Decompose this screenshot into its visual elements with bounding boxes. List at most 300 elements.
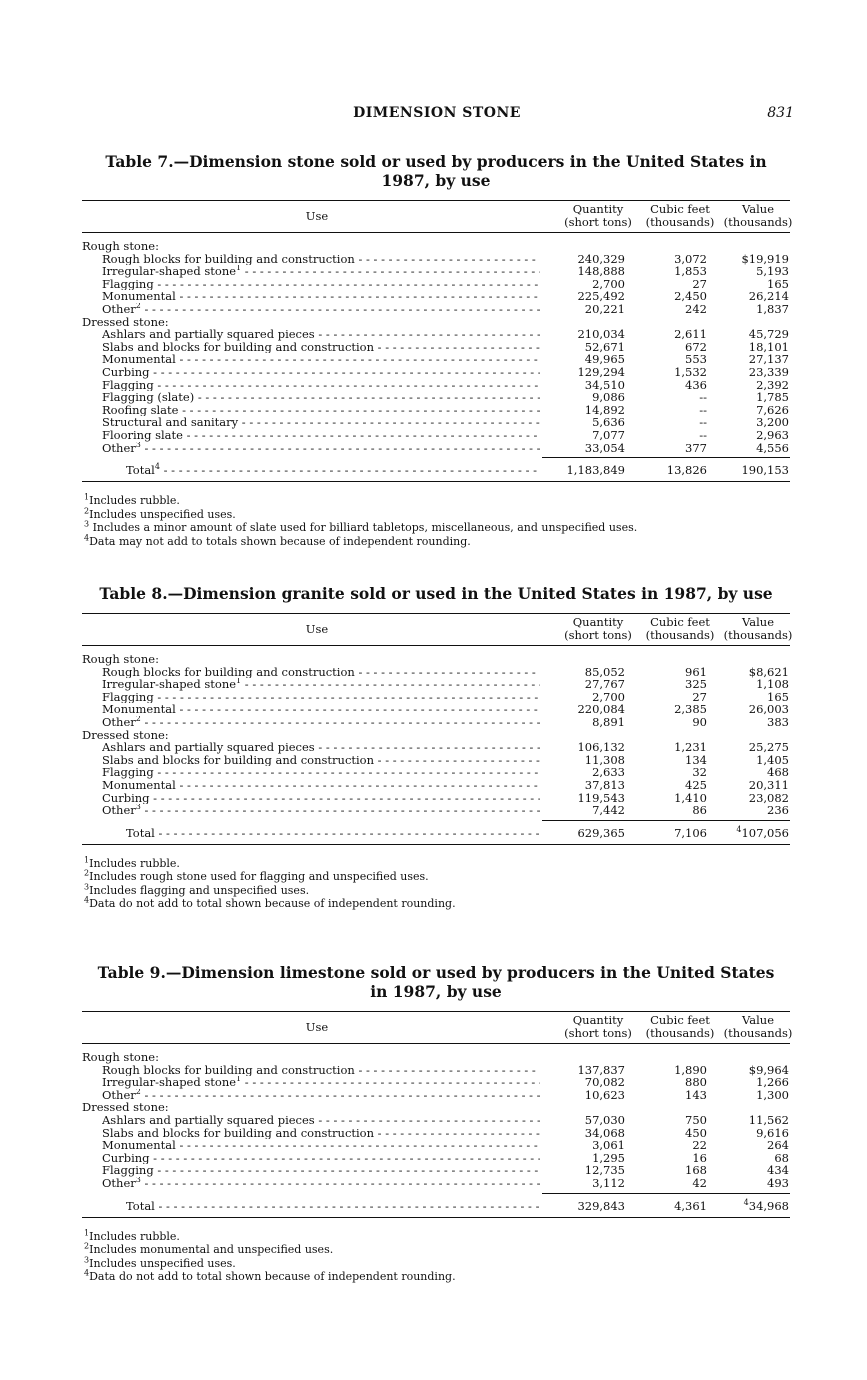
footnote-text: Includes unspecified uses. — [89, 507, 236, 521]
col-cubic_feet-line: Cubic feet — [650, 202, 710, 216]
quantity-cell: 8,891 — [592, 714, 625, 729]
superscript: 3 — [84, 1254, 90, 1264]
table-row — [82, 754, 790, 767]
value-cell: 1,300 — [756, 1087, 789, 1102]
table-row — [82, 1076, 790, 1089]
table-row — [82, 379, 790, 392]
table-7 — [82, 152, 793, 548]
footnote — [82, 857, 790, 871]
superscript: 1 — [236, 1076, 242, 1084]
col-value-line: Value — [742, 202, 774, 216]
row-label — [82, 1051, 520, 1064]
cubic-feet-cell: 143 — [685, 1087, 707, 1102]
total-label-text: Total — [126, 463, 155, 478]
superscript: 4 — [743, 1197, 749, 1207]
cubic-feet-cell: 1,231 — [674, 740, 707, 755]
col-value — [722, 616, 794, 642]
row-label — [102, 290, 540, 303]
table-row — [82, 703, 790, 716]
cubic-feet-cell: 450 — [685, 1125, 707, 1140]
row-label-text: Slabs and blocks for building and construction — [102, 340, 375, 354]
cubic-feet-cell: 436 — [685, 377, 707, 392]
col-quantity-line: Quantity — [572, 615, 624, 629]
quantity-cell: 240,329 — [577, 251, 625, 266]
row-label-text: Dressed stone: — [82, 315, 169, 329]
footnote-text: Includes unspecified uses. — [89, 1256, 236, 1270]
footnote — [82, 521, 790, 535]
cubic-feet-cell: 22 — [692, 1138, 707, 1153]
row-label — [102, 716, 540, 729]
row-label-text: Rough blocks for building and construction — [102, 665, 355, 679]
quantity-cell: 27,767 — [584, 677, 625, 692]
value-cell: 165 — [767, 276, 789, 291]
value-cell: 383 — [767, 714, 789, 729]
total-cubic-feet: 13,826 — [666, 463, 707, 478]
col-cubic_feet — [642, 616, 718, 642]
row-label — [102, 328, 540, 341]
row-label — [102, 1114, 540, 1127]
row-label — [102, 442, 540, 455]
row-label — [102, 353, 540, 366]
value-cell: 25,275 — [748, 740, 789, 755]
table-row — [82, 391, 790, 404]
row-label — [82, 1101, 520, 1114]
col-cubic_feet-line: Cubic feet — [650, 1013, 710, 1027]
footnote-text: Includes rough stone used for flagging and unspecified uses. — [89, 870, 429, 884]
footnote-text: Includes monumental and unspecified uses. — [89, 1243, 334, 1257]
table-9 — [82, 963, 793, 1284]
quantity-cell: 34,068 — [584, 1125, 625, 1140]
cubic-feet-cell: 86 — [692, 803, 707, 818]
cubic-feet-cell: 750 — [685, 1112, 707, 1127]
col-quantity-line: Quantity — [572, 1013, 624, 1027]
superscript: 1 — [84, 855, 90, 865]
row-label-text: Other — [102, 804, 136, 817]
superscript: 3 — [135, 804, 141, 812]
running-header — [80, 105, 794, 125]
row-label — [102, 1177, 540, 1190]
value-cell: 2,963 — [756, 427, 789, 442]
row-label-text: Ashlars and partially squared pieces — [102, 328, 315, 341]
superscript: 4 — [154, 462, 160, 472]
row-label — [102, 391, 540, 404]
total-value-text: 107,056 — [741, 825, 789, 840]
footnote — [82, 870, 790, 884]
row-label — [102, 303, 540, 316]
table-row — [82, 328, 790, 341]
col-value — [722, 1014, 794, 1040]
quantity-cell: 11,308 — [584, 752, 625, 767]
col-use: Use — [305, 1020, 329, 1034]
subtotal-rule — [82, 817, 790, 823]
row-label — [102, 741, 540, 754]
quantity-cell: 2,700 — [592, 276, 625, 291]
quantity-cell: 2,633 — [592, 765, 625, 780]
table-body — [82, 653, 790, 817]
superscript: 4 — [84, 532, 90, 542]
superscript: 4 — [84, 1268, 90, 1278]
cubic-feet-cell: 880 — [685, 1075, 707, 1090]
page-number: 831 — [767, 105, 794, 121]
table-end-rule — [82, 844, 790, 845]
cubic-feet-cell: 27 — [692, 276, 707, 291]
cubic-feet-cell: 168 — [685, 1163, 707, 1178]
row-label — [102, 1076, 540, 1089]
cubic-feet-cell: 325 — [685, 677, 707, 692]
row-label-text: Rough blocks for building and construction — [102, 1063, 355, 1077]
total-value — [722, 462, 789, 478]
row-label-text: Flagging — [102, 277, 154, 291]
col-value-line: (thousands) — [723, 215, 793, 229]
row-label — [82, 653, 520, 666]
col-value-line: (thousands) — [723, 628, 793, 642]
row-label-text: Monumental — [102, 778, 176, 792]
row-label-text: Rough stone: — [82, 653, 159, 666]
footnote — [82, 1227, 790, 1244]
row-label — [102, 1127, 540, 1140]
row-label-text: Slabs and blocks for building and construction — [102, 1126, 375, 1140]
row-label-text: Flagging — [102, 378, 154, 392]
table-row — [82, 442, 790, 455]
superscript: 4 — [84, 895, 90, 905]
col-cubic_feet-line: (thousands) — [645, 215, 715, 229]
value-cell: 9,616 — [756, 1125, 789, 1140]
superscript: 2 — [84, 505, 90, 515]
col-quantity-line: (short tons) — [564, 628, 632, 642]
value-cell: 68 — [774, 1150, 789, 1165]
row-label-text: Irregular-shaped stone — [102, 1076, 237, 1089]
row-label-text: Other — [102, 1088, 136, 1102]
footnote-text: Data may not add to totals shown because of independent rounding. — [89, 534, 471, 548]
col-value-line: Value — [742, 615, 774, 629]
row-label-text: Ashlars and partially squared pieces — [102, 741, 315, 754]
superscript: 1 — [236, 678, 242, 686]
cubic-feet-cell: -- — [699, 427, 707, 442]
table-row — [82, 341, 790, 354]
quantity-cell: 129,294 — [577, 364, 625, 379]
value-cell: 23,082 — [748, 790, 789, 805]
quantity-cell: 20,221 — [584, 301, 625, 316]
row-label — [102, 1139, 540, 1152]
subtotal-rule — [82, 454, 790, 460]
table-row — [82, 1152, 790, 1165]
row-label-text: Curbing — [102, 1151, 150, 1165]
total-row — [82, 1198, 790, 1214]
cubic-feet-cell: 1,853 — [674, 264, 707, 279]
value-cell: 3,200 — [756, 415, 789, 430]
table-row — [82, 1064, 790, 1077]
row-label-text: Curbing — [102, 791, 150, 805]
quantity-cell: 34,510 — [584, 377, 625, 392]
row-label-text: Flooring slate — [102, 428, 183, 442]
cubic-feet-cell: 90 — [692, 714, 707, 729]
superscript: 1 — [84, 1227, 90, 1237]
row-label-text: Rough blocks for building and construction — [102, 252, 355, 266]
quantity-cell: 52,671 — [584, 339, 625, 354]
column-header — [82, 200, 793, 233]
row-label-text: Flagging — [102, 766, 154, 779]
footnotes — [82, 857, 790, 911]
row-label-text: Irregular-shaped stone — [102, 678, 237, 691]
quantity-cell: 10,623 — [584, 1087, 625, 1102]
col-quantity — [558, 203, 638, 229]
value-cell: $9,964 — [748, 1062, 789, 1077]
footnote-text: Data do not add to total shown because of independent rounding. — [89, 1270, 456, 1284]
table-row — [82, 429, 790, 442]
row-label-text: Curbing — [102, 365, 150, 379]
value-cell: 468 — [767, 765, 789, 780]
row-label — [102, 404, 540, 417]
cubic-feet-cell: 961 — [685, 664, 707, 679]
value-cell: 26,003 — [748, 702, 789, 717]
total-value-text: 34,968 — [748, 1198, 789, 1213]
quantity-cell: 5,636 — [592, 415, 625, 430]
quantity-cell: 57,030 — [584, 1112, 625, 1127]
cubic-feet-cell: 42 — [692, 1175, 707, 1190]
category-row — [82, 653, 790, 666]
category-row — [82, 1101, 790, 1114]
footnote — [82, 884, 790, 898]
cubic-feet-cell: 553 — [685, 352, 707, 367]
row-label — [102, 429, 540, 442]
col-cubic_feet-line: (thousands) — [645, 628, 715, 642]
row-label — [102, 792, 540, 805]
footnote-text: Includes rubble. — [89, 494, 180, 508]
cubic-feet-cell: 2,450 — [674, 289, 707, 304]
cubic-feet-cell: 672 — [685, 339, 707, 354]
row-label — [82, 316, 520, 329]
row-label-text: Rough stone: — [82, 240, 159, 253]
total-value — [722, 1198, 789, 1214]
footnote-text: Data do not add to total shown because of independent rounding. — [89, 897, 456, 911]
cubic-feet-cell: 377 — [685, 440, 707, 455]
value-cell: 45,729 — [748, 327, 789, 342]
row-label — [102, 1089, 540, 1102]
superscript: 2 — [135, 302, 141, 311]
value-cell: 1,405 — [756, 752, 789, 767]
running-title: DIMENSION STONE — [353, 105, 521, 121]
table-row — [82, 792, 790, 805]
quantity-cell: 1,295 — [592, 1150, 625, 1165]
table-end-rule — [82, 1217, 790, 1218]
table-row — [82, 416, 790, 429]
footnote — [82, 532, 790, 549]
row-label — [102, 754, 540, 767]
col-value — [722, 203, 794, 229]
table-row — [82, 1177, 790, 1190]
col-cubic_feet-line: (thousands) — [645, 1026, 715, 1040]
quantity-cell: 14,892 — [584, 402, 625, 417]
table-row — [82, 303, 790, 316]
superscript: 2 — [84, 868, 90, 878]
cubic-feet-cell: -- — [699, 402, 707, 417]
col-quantity-line: Quantity — [572, 202, 624, 216]
value-cell: 264 — [767, 1138, 789, 1153]
table-end-rule — [82, 481, 790, 482]
row-label-text: Rough stone: — [82, 1051, 159, 1064]
table-row — [82, 716, 790, 729]
quantity-cell: 7,442 — [592, 803, 625, 818]
table-row — [82, 290, 790, 303]
superscript: 1 — [84, 492, 90, 502]
quantity-cell: 3,061 — [592, 1138, 625, 1153]
quantity-cell: 225,492 — [577, 289, 625, 304]
total-quantity: 629,365 — [577, 825, 625, 840]
footnote-text: Includes flagging and unspecified uses. — [89, 883, 310, 897]
row-label-text: Slabs and blocks for building and construction — [102, 753, 375, 767]
value-cell: 18,101 — [748, 339, 789, 354]
quantity-cell: 220,084 — [577, 702, 625, 717]
footnotes — [82, 494, 790, 548]
table-row — [82, 678, 790, 691]
table-row — [82, 1164, 790, 1177]
table-row — [82, 779, 790, 792]
row-label — [102, 416, 540, 429]
value-cell: 5,193 — [756, 264, 789, 279]
row-label-text: Dressed stone: — [82, 728, 169, 742]
table-body — [82, 1051, 790, 1190]
cubic-feet-cell: -- — [699, 390, 707, 405]
quantity-cell: 33,054 — [584, 440, 625, 455]
col-use: Use — [305, 622, 329, 636]
table-title: Table 7.—Dimension stone sold or used by producers in the United States in 1987, by use — [105, 152, 767, 190]
value-cell: 7,626 — [756, 402, 789, 417]
total-label-text: Total — [126, 825, 155, 840]
total-label-text: Total — [126, 1198, 155, 1213]
col-quantity — [558, 1014, 638, 1040]
value-cell: 4,556 — [756, 440, 789, 455]
row-label — [102, 366, 540, 379]
row-label-text: Dressed stone: — [82, 1101, 169, 1114]
superscript: 2 — [84, 1241, 90, 1251]
footnotes — [82, 1227, 790, 1284]
value-cell: 1,266 — [756, 1075, 789, 1090]
col-quantity-line: (short tons) — [564, 1026, 632, 1040]
row-label — [102, 678, 540, 691]
table-title: Table 8.—Dimension granite sold or used in the United States in 1987, by use — [99, 584, 773, 603]
column-header — [82, 613, 793, 646]
quantity-cell: 9,086 — [592, 390, 625, 405]
row-label-text: Monumental — [102, 290, 176, 303]
superscript: 4 — [736, 824, 742, 834]
superscript: 1 — [236, 265, 242, 273]
row-label-text: Monumental — [102, 353, 176, 366]
table-row — [82, 1139, 790, 1152]
quantity-cell: 37,813 — [584, 777, 625, 792]
row-label-text: Other — [102, 302, 136, 316]
row-label — [102, 1164, 540, 1177]
value-cell: 2,392 — [756, 377, 789, 392]
col-cubic_feet-line: Cubic feet — [650, 615, 710, 629]
superscript: 3 — [135, 441, 141, 449]
quantity-cell: 49,965 — [584, 352, 625, 367]
footnote — [82, 897, 790, 911]
row-label — [102, 691, 540, 704]
quantity-cell: 2,700 — [592, 689, 625, 704]
row-label — [102, 779, 540, 792]
value-cell: $8,621 — [748, 664, 789, 679]
row-label — [82, 240, 520, 253]
total-value-text: 190,153 — [741, 463, 789, 478]
col-value-line: (thousands) — [723, 1026, 793, 1040]
table-row — [82, 1127, 790, 1140]
cubic-feet-cell: 3,072 — [674, 251, 707, 266]
cubic-feet-cell: 32 — [692, 765, 707, 780]
table-row — [82, 404, 790, 417]
table-body — [82, 240, 790, 454]
row-label — [102, 1064, 540, 1077]
col-quantity-line: (short tons) — [564, 215, 632, 229]
row-label-text: Flagging — [102, 690, 154, 704]
quantity-cell: 106,132 — [577, 740, 625, 755]
table-row — [82, 741, 790, 754]
cubic-feet-cell: 27 — [692, 689, 707, 704]
value-cell: 493 — [767, 1175, 789, 1190]
col-use: Use — [305, 209, 329, 223]
row-label — [82, 729, 520, 742]
value-cell: 20,311 — [748, 777, 789, 792]
footnote — [82, 1243, 790, 1257]
total-row — [82, 825, 790, 841]
superscript: 3 — [84, 882, 90, 892]
total-value — [722, 825, 789, 841]
quantity-cell: 70,082 — [584, 1075, 625, 1090]
cubic-feet-cell: 1,890 — [674, 1062, 707, 1077]
footnote — [82, 1270, 790, 1284]
cubic-feet-cell: 16 — [692, 1150, 707, 1165]
superscript: 3 — [84, 519, 90, 529]
value-cell: 1,108 — [756, 677, 789, 692]
value-cell: 165 — [767, 689, 789, 704]
category-row — [82, 1051, 790, 1064]
column-header — [82, 1011, 793, 1044]
superscript: 2 — [135, 1088, 141, 1096]
cubic-feet-cell: 2,385 — [674, 702, 707, 717]
value-cell: 236 — [767, 803, 789, 818]
footnote-text: Includes rubble. — [89, 856, 180, 870]
value-cell: 26,214 — [748, 289, 789, 304]
table-row — [82, 666, 790, 679]
row-label — [102, 1152, 540, 1165]
footnote — [82, 494, 790, 508]
total-label — [126, 462, 540, 478]
cubic-feet-cell: 242 — [685, 301, 707, 316]
row-label-text: Monumental — [102, 1139, 176, 1152]
table-row — [82, 366, 790, 379]
cubic-feet-cell: 134 — [685, 752, 707, 767]
row-label-text: Structural and sanitary — [102, 416, 239, 429]
row-label — [102, 341, 540, 354]
table-row — [82, 265, 790, 278]
total-row — [82, 462, 790, 478]
col-quantity — [558, 616, 638, 642]
footnote — [82, 505, 790, 522]
table-row — [82, 1089, 790, 1102]
superscript: 2 — [135, 715, 141, 724]
total-label — [126, 1198, 540, 1214]
cubic-feet-cell: -- — [699, 415, 707, 430]
value-cell: 1,837 — [756, 301, 789, 316]
quantity-cell: 12,735 — [584, 1163, 625, 1178]
quantity-cell: 7,077 — [592, 427, 625, 442]
cubic-feet-cell: 1,532 — [674, 364, 707, 379]
subtotal-rule — [82, 1190, 790, 1196]
total-label — [126, 825, 540, 841]
cubic-feet-cell: 1,410 — [674, 790, 707, 805]
quantity-cell: 3,112 — [592, 1175, 625, 1190]
value-cell: 1,785 — [756, 390, 789, 405]
value-cell: 23,339 — [748, 364, 789, 379]
